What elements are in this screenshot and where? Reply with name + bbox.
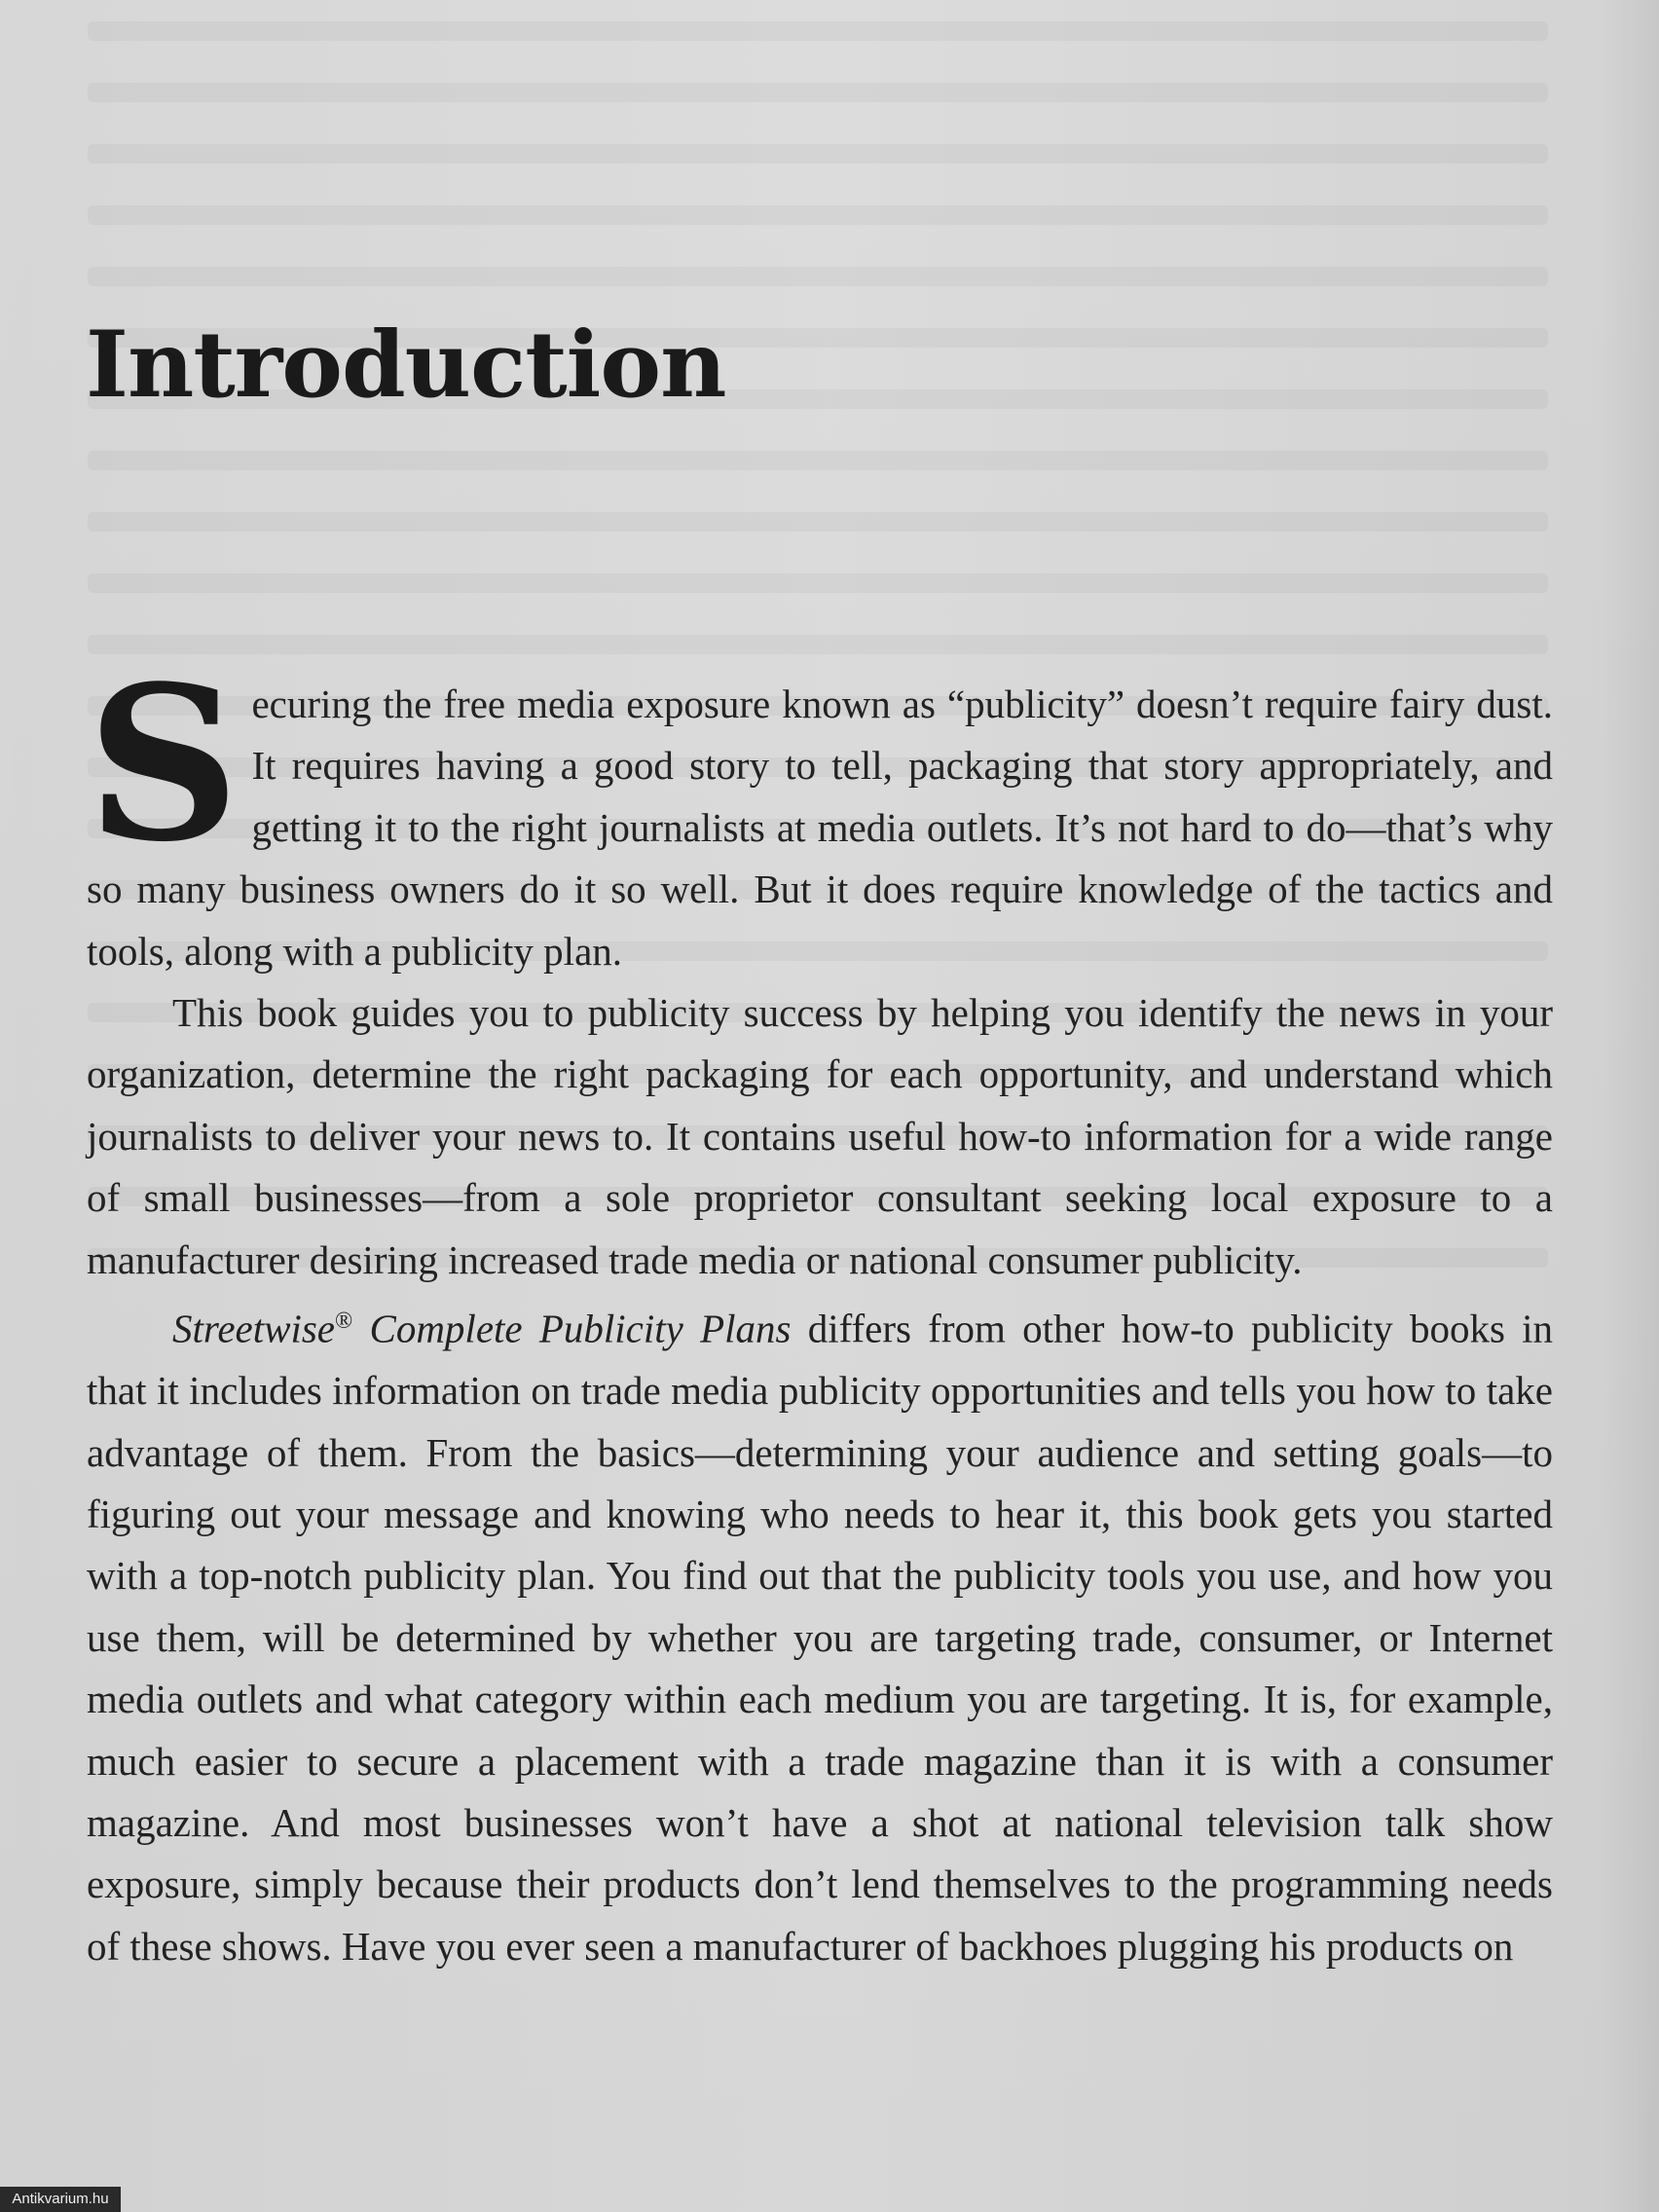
registered-mark: ® (335, 1309, 353, 1335)
paragraph-1-text: ecuring the free media exposure known as “publicity” doesn’t require fairy dust. It requires having a good story to tell, packaging that story appropriately, and getting it to the right journalists at media outlets. It’s not hard to do—that’s why so many business owners do it so well. But it does require knowledge of the tactics and tools, along with a publicity plan. (87, 682, 1553, 974)
page-edge-shadow (1601, 0, 1659, 2212)
drop-cap-letter: S (87, 640, 240, 889)
paragraph-2-text: This book guides you to publicity success by helping you identify the news in your organization, determine the right packaging for each opportunity, and understand which journalists to deliver your news to. It contains useful how-to information for a wide range of small businesses—from a sole proprietor consultant seeking local exposure to a manufacturer desiring increased trade media or national consumer publicity. (87, 990, 1553, 1282)
chapter-heading: Introduction (86, 312, 726, 419)
body-text (87, 640, 1554, 1977)
book-title-italic: Streetwise (172, 1306, 336, 1351)
book-title-italic-rest: Complete Publicity Plans (352, 1306, 792, 1351)
paragraph-3-text: differs from other how-to publicity books in that it includes information on trade media publicity opportunities and tells you how to take advantage of them. From the basics—determining your audience and setting goals—to figuring out your message and knowing who needs to hear it, this book gets you started with a top-notch publicity plan. You find out that the publicity tools you use, and how you use them, will be determined by whether you are targeting trade, consumer, or Internet media outlets and what category within each medium you are targeting. It is, for example, much easier to secure a placement with a trade magazine than it is with a consumer magazine. And most businesses won’t have a shot at national television talk show exposure, simply because their products don’t lend themselves to the programming needs of these shows. Have you ever seen a manufacturer of backhoes plugging his products on (87, 1306, 1554, 1969)
paragraph-2 (87, 982, 1553, 1291)
paragraph-1 (87, 640, 1553, 982)
watermark: Antikvarium.hu (0, 2187, 121, 2212)
paragraph-3 (87, 1291, 1553, 1977)
